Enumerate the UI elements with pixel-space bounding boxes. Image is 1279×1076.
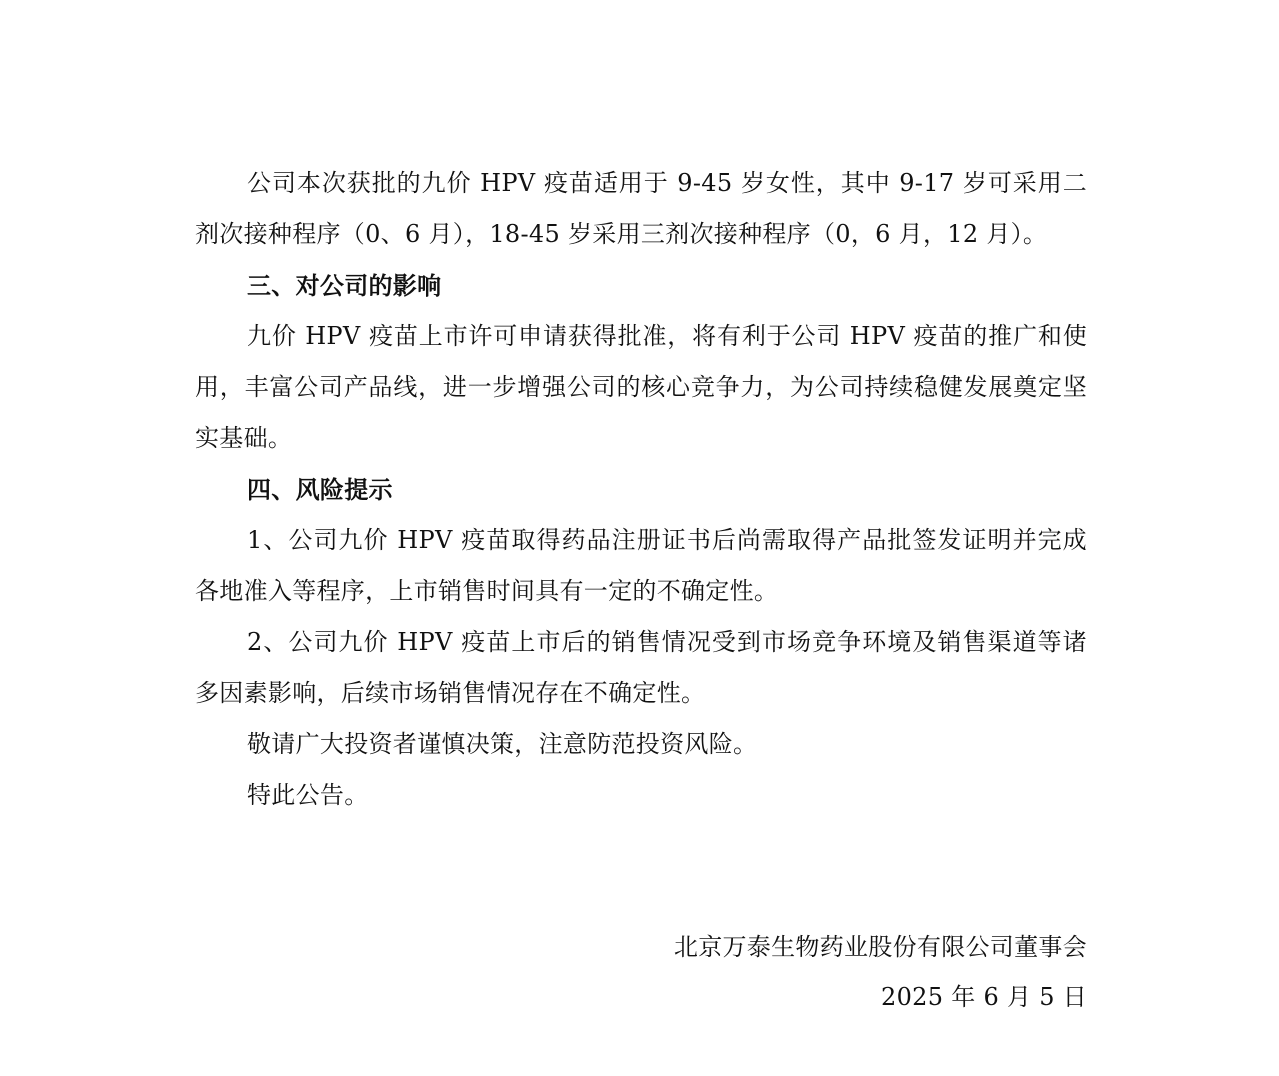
section-heading-impact: 三、对公司的影响: [247, 271, 442, 300]
vaccine-scope-paragraph: 公司本次获批的九价 HPV 疫苗适用于 9-45 岁女性，其中 9-17 岁可采用二剂次接种程序（0、6 月），18-45 岁采用三剂次接种程序（0，6 月，12 月）。: [195, 169, 1087, 248]
risk-item-1: 1、公司九价 HPV 疫苗取得药品注册证书后尚需取得产品批签发证明并完成各地准入等程序，上市销售时间具有一定的不确定性。: [195, 526, 1087, 605]
announcement-date: 2025 年 6 月 5 日: [881, 983, 1087, 1011]
impact-paragraph: 九价 HPV 疫苗上市许可申请获得批准，将有利于公司 HPV 疫苗的推广和使用，丰富公司产品线，进一步增强公司的核心竞争力，为公司持续稳健发展奠定坚实基础。: [195, 322, 1087, 452]
signature-block: [674, 922, 1087, 1022]
announcement-body: [195, 158, 1087, 821]
company-board-name: 北京万泰生物药业股份有限公司董事会: [673, 933, 1087, 961]
investor-caution: 敬请广大投资者谨慎决策，注意防范投资风险。: [247, 730, 758, 758]
risk-item-2: 2、公司九价 HPV 疫苗上市后的销售情况受到市场竞争环境及销售渠道等诸多因素影响，后续市场销售情况存在不确定性。: [195, 628, 1087, 707]
announcement-closing: 特此公告。: [247, 781, 369, 809]
section-heading-risk: 四、风险提示: [247, 475, 393, 504]
